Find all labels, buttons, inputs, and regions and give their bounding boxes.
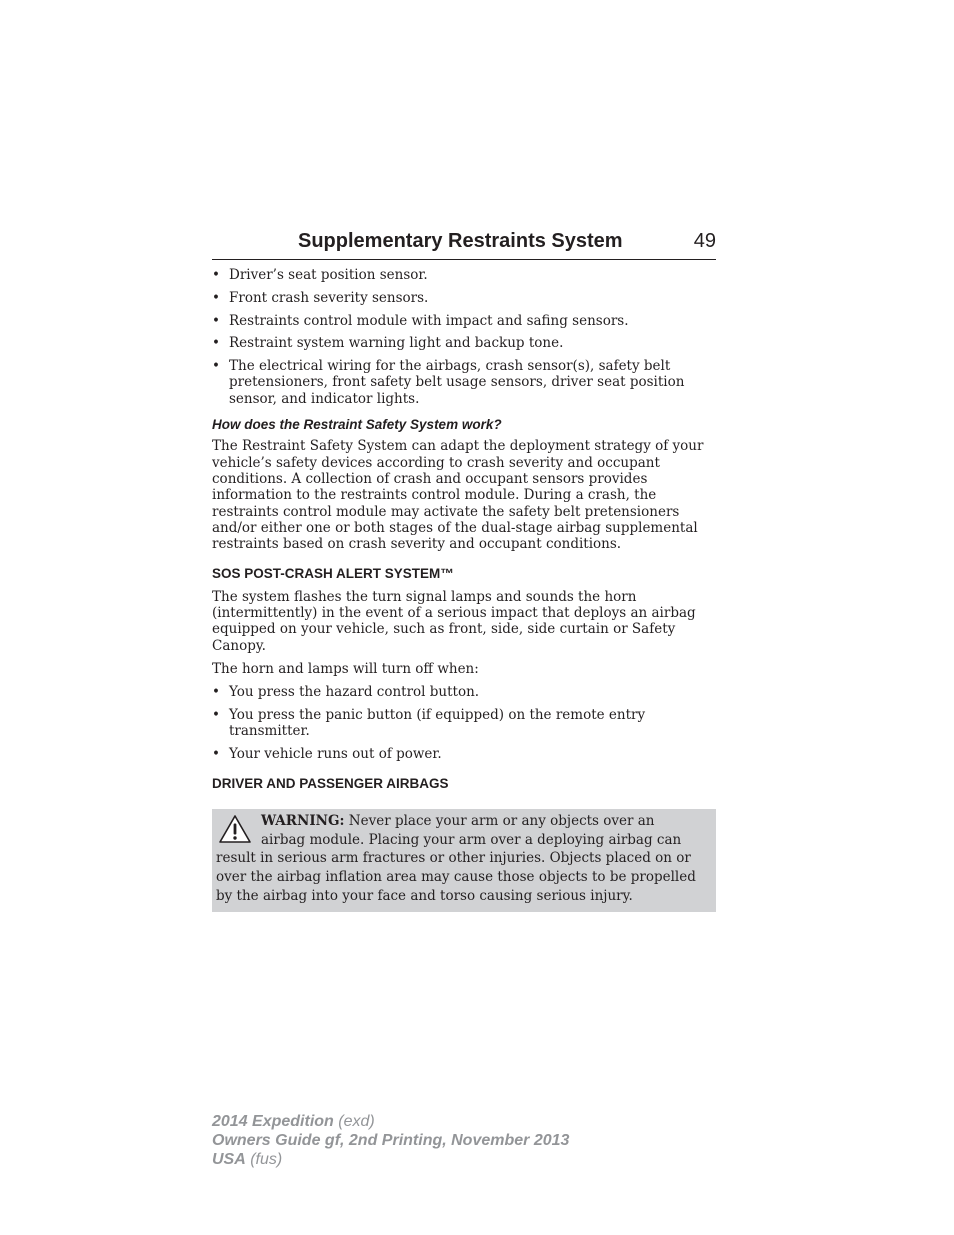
list-item: • Restraint system warning light and backup tone. — [212, 335, 716, 351]
warning-text: Never place your arm or any objects over an airbag module. Placing your arm over a deploying airbag can result in serious arm fractures or other injuries. Objects placed on or over the airbag inflation area may cause those objects to be propelled by the airbag into your face and torso causing serious injury. — [216, 812, 696, 904]
intro-bullet-list — [212, 267, 716, 407]
sos-heading: SOS POST-CRASH ALERT SYSTEM™ — [212, 566, 454, 582]
footer-market-code: (fus) — [245, 1151, 283, 1168]
page-content — [212, 267, 716, 912]
warning-label: WARNING: — [261, 812, 345, 829]
footer — [212, 1112, 569, 1169]
list-item: • You press the panic button (if equipped) on the remote entry transmitter. — [212, 707, 716, 740]
footer-model-code: (exd) — [333, 1113, 375, 1130]
how-it-works-heading: How does the Restraint Safety System work? — [212, 417, 502, 433]
sos-paragraph-turn-off: The horn and lamps will turn off when: — [212, 660, 479, 677]
page-header — [212, 229, 716, 260]
footer-market: USA — [212, 1151, 246, 1168]
footer-model-name: 2014 Expedition — [212, 1113, 334, 1130]
sos-paragraph: The system flashes the turn signal lamps and sounds the horn (intermittently) in the event of a serious impact that deploys an airbag equipped on your vehicle, such as front, side, side curtain or Safety Canopy. — [212, 588, 696, 654]
list-item: • Front crash severity sensors. — [212, 290, 716, 306]
how-it-works-paragraph: The Restraint Safety System can adapt the deployment strategy of your vehicle’s safety devices according to crash severity and occupant conditions. A collection of crash and occupant sensors provides information to the restraints control module. During a crash, the restraints control module may activate the safety belt pretensioners and/or either one or both stages of the dual-stage airbag supplemental restraints based on crash severity and occupant conditions. — [212, 438, 704, 553]
list-item: • Restraints control module with impact and safing sensors. — [212, 313, 716, 329]
airbags-heading: DRIVER AND PASSENGER AIRBAGS — [212, 776, 449, 792]
sos-bullet-list — [212, 684, 716, 762]
warning-box — [212, 809, 716, 912]
footer-line-model — [212, 1112, 569, 1131]
footer-line-market — [212, 1150, 569, 1169]
page-number: 49 — [693, 230, 716, 252]
list-item: • You press the hazard control button. — [212, 684, 716, 700]
warning-triangle-icon — [218, 814, 252, 844]
list-item: • Your vehicle runs out of power. — [212, 746, 716, 762]
page-title: Supplementary Restraints System — [298, 230, 623, 252]
list-item: • The electrical wiring for the airbags, crash sensor(s), safety belt pretensioners, front safety belt usage sensors, driver seat position sensor, and indicator lights. — [212, 358, 716, 407]
footer-line-printing: Owners Guide gf, 2nd Printing, November 2013 — [212, 1132, 570, 1149]
list-item: • Driver’s seat position sensor. — [212, 267, 716, 283]
